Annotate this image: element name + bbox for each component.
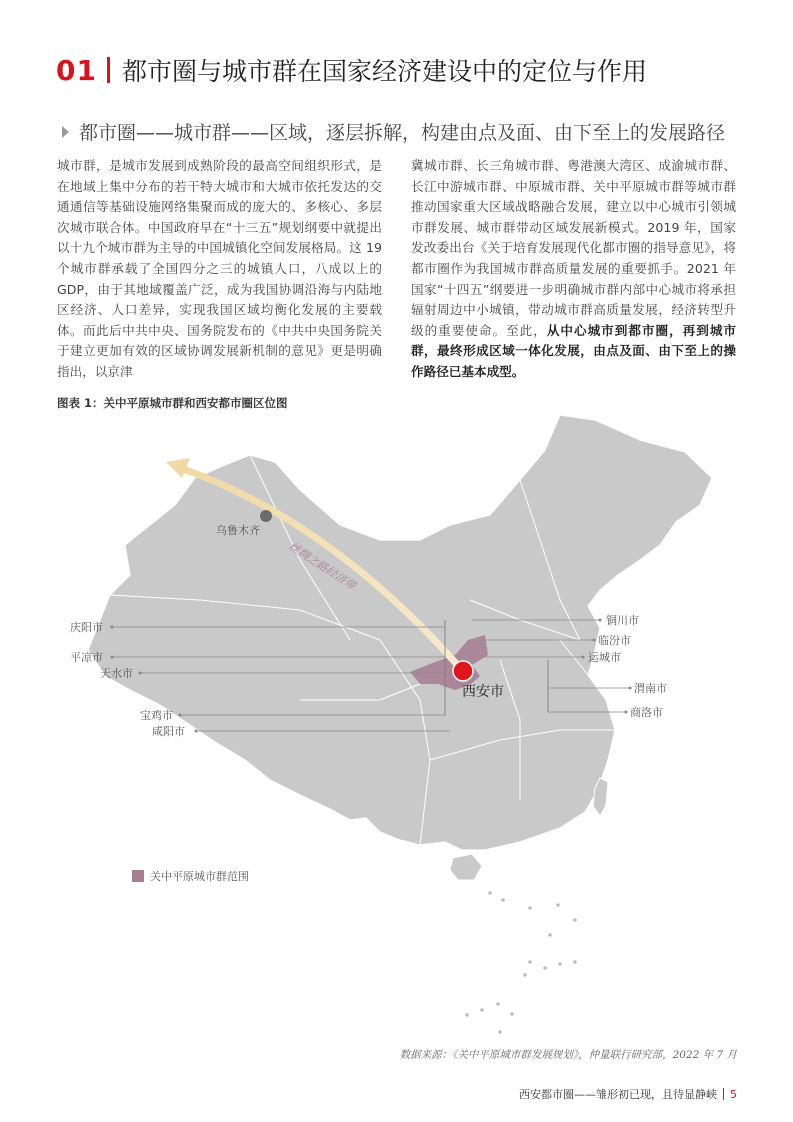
report-title: 西安都市圈——雏形初已现，且待显静峡 xyxy=(519,1088,717,1101)
china-mainland-shape xyxy=(88,415,712,850)
body-right-column xyxy=(411,156,736,383)
figure-caption: 图表 1：关中平原城市群和西安都市圈区位图 xyxy=(57,396,288,410)
chapter-divider xyxy=(107,57,110,83)
xian-marker xyxy=(453,661,473,681)
china-location-map xyxy=(0,400,793,1040)
bullet-triangle-icon xyxy=(62,126,69,138)
section-subtitle xyxy=(62,118,725,145)
legend-swatch xyxy=(132,870,144,882)
yuncheng-label: 运城市 xyxy=(588,651,621,664)
south-sea-islands xyxy=(465,891,577,1034)
baoji-label: 宝鸡市 xyxy=(140,709,173,722)
weinan-label: 渭南市 xyxy=(634,682,667,695)
silk-road-label: 丝绸之路经济带 xyxy=(286,539,359,593)
legend-label: 关中平原城市群范围 xyxy=(150,870,249,883)
chapter-header xyxy=(56,50,647,90)
shangluo-label: 商洛市 xyxy=(630,706,663,719)
map-legend xyxy=(132,868,249,884)
right-column-text: 冀城市群、长三角城市群、粤港澳大湾区、成渝城市群、长江中游城市群、中原城市群、关中平原城市群等城市群推动国家重大区域战略融合发展，建立以中心城市引领城市群发展、城市群带动区域发展新模式。2019 年，国家发改委出台《关于培育发展现代化都市圈的指导意见》，将都市圈作为我国城市群高质量发展的重要抓手。2021 年国家“十四五”纲要进一步明确城市群内部中心城市将承担辐射周边中小城镇，带动城市群高质量发展，经济转型升级的重要使命。至此， xyxy=(411,158,736,338)
body-left-column: 城市群，是城市发展到成熟阶段的最高空间组织形式，是在地域上集中分布的若干特大城市和大城市依托发达的交通通信等基础设施网络集聚而成的庞大的、多核心、多层次城市联合体。中国政府早在“十三五”规划纲要中就提出以十九个城市群为主导的中国城镇化空间发展格局。这 19 个城市群承载了全国四分之三的城镇人口，八成以上的 GDP，由于其地域覆盖广泛，成为我国协调沿海与内陆地区经济、人口差异，实现我国区域均衡化发展的主要载体。而此后中共中央、国务院发布的《中共中央国务院关于建立更加有效的区域协调发展新机制的意见》更是明确指出，以京津 xyxy=(57,158,382,379)
right-column-bold-text: 从中心城市到都市圈，再到城市群，最终形成区域一体化发展，由点及面、由下至上的操作路径已基本成型。 xyxy=(411,322,737,379)
xian-label: 西安市 xyxy=(462,684,504,700)
urumqi-label: 乌鲁木齐 xyxy=(216,524,260,537)
qingyang-label: 庆阳市 xyxy=(70,621,103,634)
tianshui-label: 天水市 xyxy=(100,667,133,680)
linfen-label: 临汾市 xyxy=(598,634,631,647)
chapter-number: 01 xyxy=(56,53,97,87)
pingliang-label: 平凉市 xyxy=(70,651,103,664)
xianyang-label: 咸阳市 xyxy=(152,725,185,738)
page-number: 5 xyxy=(730,1087,737,1101)
urumqi-marker xyxy=(260,510,272,522)
tongchuan-label: 铜川市 xyxy=(606,614,639,627)
hainan-island xyxy=(450,854,482,880)
data-source: 数据来源：《关中平原城市群发展规划》，仲量联行研究部，2022 年 7 月 xyxy=(399,1049,737,1061)
chapter-title: 都市圈与城市群在国家经济建设中的定位与作用 xyxy=(121,57,647,86)
footer-divider xyxy=(723,1088,724,1100)
subtitle-text: 都市圈——城市群——区域，逐层拆解，构建由点及面、由下至上的发展路径 xyxy=(79,122,726,144)
page-footer xyxy=(519,1086,737,1102)
